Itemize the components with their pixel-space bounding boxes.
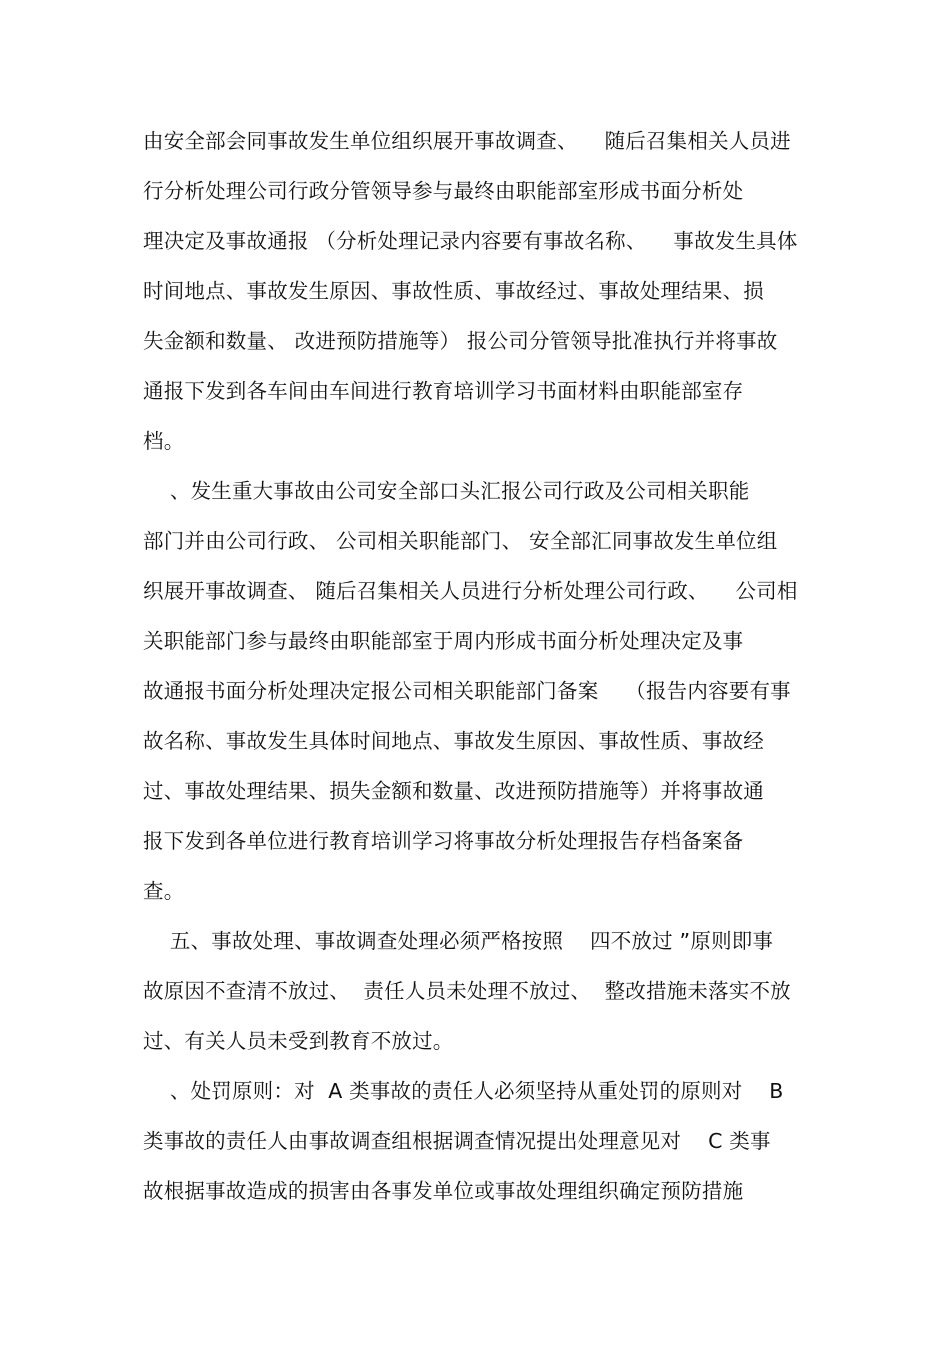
text-line: 织展开事故调查、 随后召集相关人员进行分析处理公司行政、 公司相 bbox=[143, 579, 798, 603]
text-line: 、发生重大事故由公司安全部口头汇报公司行政及公司相关职能 bbox=[143, 479, 750, 503]
text-line: 类事故的责任人由事故调查组根据调查情况提出处理意见对 C 类事 bbox=[143, 1129, 771, 1153]
text-line: 理决定及事故通报 （分析处理记录内容要有事故名称、 事故发生具体 bbox=[143, 229, 798, 253]
text-line: 由安全部会同事故发生单位组织展开事故调查、 随后召集相关人员进 bbox=[143, 129, 791, 153]
text-line: 过、事故处理结果、损失金额和数量、改进预防措施等）并将事故通 bbox=[143, 779, 764, 803]
text-line: 故原因不查清不放过、 责任人员未处理不放过、 整改措施未落实不放 bbox=[143, 979, 791, 1003]
text-line: 故通报书面分析处理决定报公司相关职能部门备案 （报告内容要有事 bbox=[143, 679, 791, 703]
text-line: 过、有关人员未受到教育不放过。 bbox=[143, 1029, 454, 1053]
text-line: 时间地点、事故发生原因、事故性质、事故经过、事故处理结果、损 bbox=[143, 279, 764, 303]
text-line: 故根据事故造成的损害由各事发单位或事故处理组织确定预防措施 bbox=[143, 1179, 744, 1203]
text-line: 关职能部门参与最终由职能部室于周内形成书面分析处理决定及事 bbox=[143, 629, 744, 653]
text-line: 部门并由公司行政、 公司相关职能部门、 安全部汇同事故发生单位组 bbox=[143, 529, 778, 553]
text-line: 行分析处理公司行政分管领导参与最终由职能部室形成书面分析处 bbox=[143, 179, 744, 203]
text-line: 五、事故处理、事故调查处理必须严格按照 四不放过 ”原则即事 bbox=[143, 929, 774, 953]
text-line: 查。 bbox=[143, 879, 185, 903]
text-line: 故名称、事故发生具体时间地点、事故发生原因、事故性质、事故经 bbox=[143, 729, 764, 753]
text-line: 报下发到各单位进行教育培训学习将事故分析处理报告存档备案备 bbox=[143, 829, 744, 853]
text-line: 通报下发到各车间由车间进行教育培训学习书面材料由职能部室存 bbox=[143, 379, 744, 403]
text-line: 失金额和数量、 改进预防措施等） 报公司分管领导批准执行并将事故 bbox=[143, 329, 778, 353]
text-line: 档。 bbox=[143, 429, 185, 453]
text-line: 、处罚原则：对 A 类事故的责任人必须坚持从重处罚的原则对 B bbox=[143, 1079, 784, 1103]
